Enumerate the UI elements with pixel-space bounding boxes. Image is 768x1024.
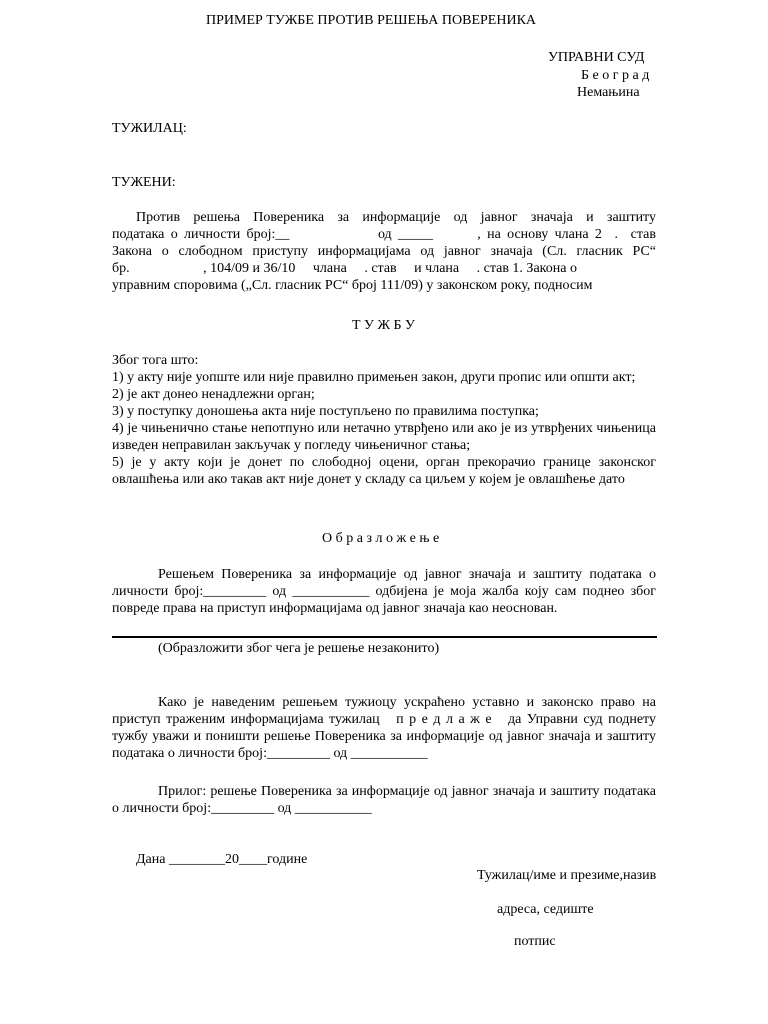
date-line: Дана ________20____године	[136, 852, 308, 867]
plaintiff-label: ТУЖИЛАЦ:	[112, 121, 187, 136]
attachment-paragraph: Прилог: решење Повереника за информације од јавног значаја и заштиту података о личности број:_________ од ___________	[112, 784, 656, 816]
document-title: ПРИМЕР ТУЖБЕ ПРОТИВ РЕШЕЊА ПОВЕРЕНИКА	[206, 13, 537, 28]
addressee-city: Б е о г р а д	[581, 68, 650, 83]
intro-paragraph	[112, 209, 656, 294]
addressee-court: УПРАВНИ СУД	[548, 50, 645, 65]
reasoning-note: (Образложити због чега је решење незаконито)	[158, 641, 440, 656]
reasoning-heading: О б р а з л о ж е њ е	[322, 531, 440, 546]
addressee-street: Немањина	[577, 85, 640, 100]
intro-line: бр. , 104/09 и 36/10 члана . став и члана . став 1. Закона о	[112, 261, 577, 276]
reason-item: 4) је чињенично стање непотпуно или нетачно утврђено или ако је из утврђених чињеница изведен неправилан закључак у погледу чињеничног стања;	[112, 421, 656, 453]
reasons-intro: Због тога што:	[112, 353, 199, 368]
intro-line: Закона о слободном приступу информацијама од јавног значаја (Сл. гласник РС“	[112, 244, 656, 259]
signature-sign-line: потпис	[514, 934, 556, 949]
defendant-label: ТУЖЕНИ:	[112, 175, 176, 190]
reasoning-paragraph: Решењем Повереника за информације од јавног значаја и заштиту података о личности број:_________ од ___________ одбијена је моја жалба коју сам поднео због повреде права на приступ информацијама од јавног значаја као неоснован.	[112, 567, 656, 616]
reason-item: 1) у акту није уопште или није правилно примењен закон, други пропис или општи акт;	[112, 370, 636, 385]
reason-item: 5) је у акту који је донет по слободној оцени, орган прекорачио границе законског овлашћења или ако такав акт није донет у складу са циљем у којем је овлашћење дато	[112, 455, 656, 487]
reasons-list	[112, 352, 656, 488]
claim-heading: Т У Ж Б У	[352, 318, 415, 333]
signature-name-line: Тужилац/име и презиме,назив	[477, 868, 657, 883]
petition-paragraph: Како је наведеним решењем тужиоцу ускраћено уставно и законско право на приступ траженим информацијама тужилац п р е д л а ж е да Управни суд поднету тужбу уважи и поништи решење Повереника за информације од јавног значаја и заштиту података о личности број:_________ од ___________	[112, 695, 660, 761]
intro-line: управним споровима („Сл. гласник РС“ број 111/09) у законском року, подносим	[112, 278, 593, 293]
signature-address-line: адреса, седиште	[497, 902, 594, 917]
divider-line	[112, 636, 657, 638]
reason-item: 2) је акт донео ненадлежни орган;	[112, 387, 315, 402]
intro-line: података о личности број:__ од _____ , на основу члана 2 . став	[112, 227, 656, 242]
intro-line: Против решења Повереника за информације од јавног значаја и заштиту	[136, 210, 656, 225]
reason-item: 3) у поступку доношења акта није поступљено по правилима поступка;	[112, 404, 539, 419]
